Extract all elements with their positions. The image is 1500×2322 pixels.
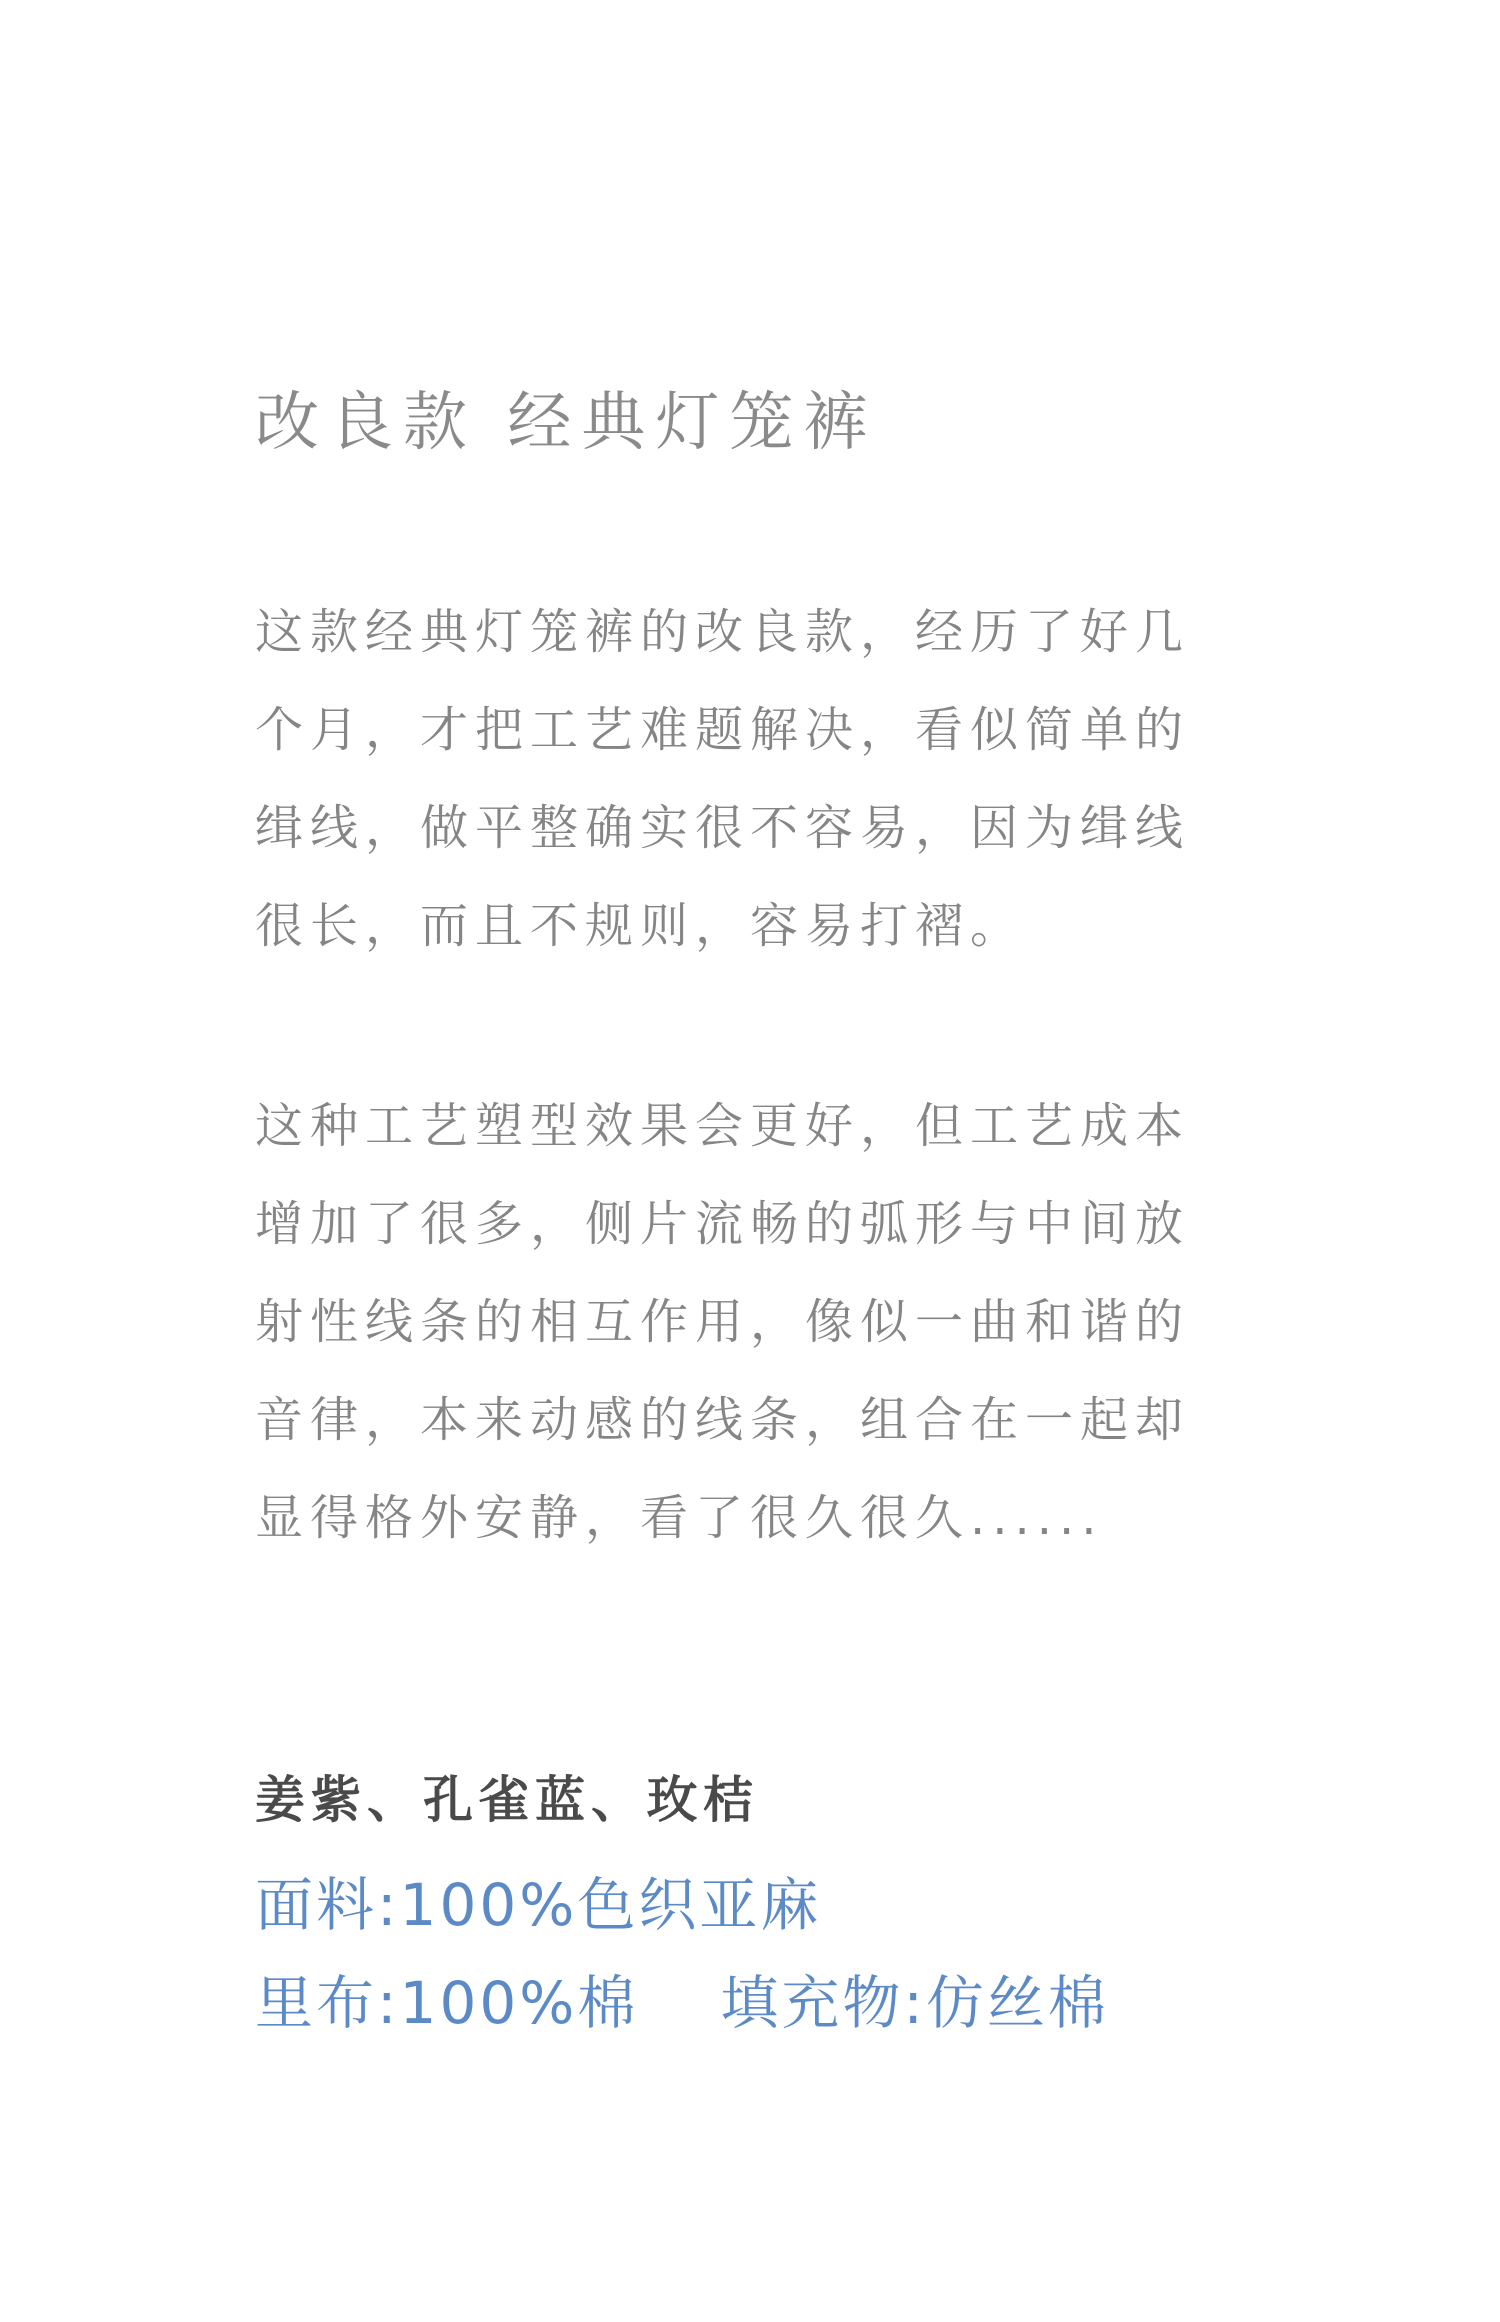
lining-spec: 里布:100%棉 <box>255 1969 639 2037</box>
paragraph-line: 个月，才把工艺难题解决，看似简单的 <box>255 702 1191 758</box>
lining-filling-spec <box>255 1958 1109 2048</box>
paragraph-line: 这款经典灯笼裤的改良款，经历了好几 <box>255 604 1191 660</box>
paragraph-line: 射性线条的相互作用，像似一曲和谐的 <box>255 1294 1191 1350</box>
description-paragraph-2 <box>255 1077 1255 1567</box>
paragraph-line: 音律，本来动感的线条，组合在一起却 <box>255 1392 1191 1448</box>
paragraph-line: 增加了很多，侧片流畅的弧形与中间放 <box>255 1196 1191 1252</box>
paragraph-line: 很长，而且不规则，容易打褶。 <box>255 898 1026 954</box>
paragraph-line: 缉线，做平整确实很不容易，因为缉线 <box>255 800 1191 856</box>
filling-spec: 填充物:仿丝棉 <box>720 1969 1109 2037</box>
color-options: 姜紫、孔雀蓝、玫桔 <box>255 1771 759 1829</box>
product-title: 改良款 经典灯笼裤 <box>255 386 878 460</box>
description-paragraph-1 <box>255 583 1255 975</box>
fabric-spec: 面料:100%色织亚麻 <box>255 1871 822 1939</box>
paragraph-line: 这种工艺塑型效果会更好，但工艺成本 <box>255 1098 1191 1154</box>
paragraph-line: 显得格外安静，看了很久很久...... <box>255 1490 1104 1546</box>
